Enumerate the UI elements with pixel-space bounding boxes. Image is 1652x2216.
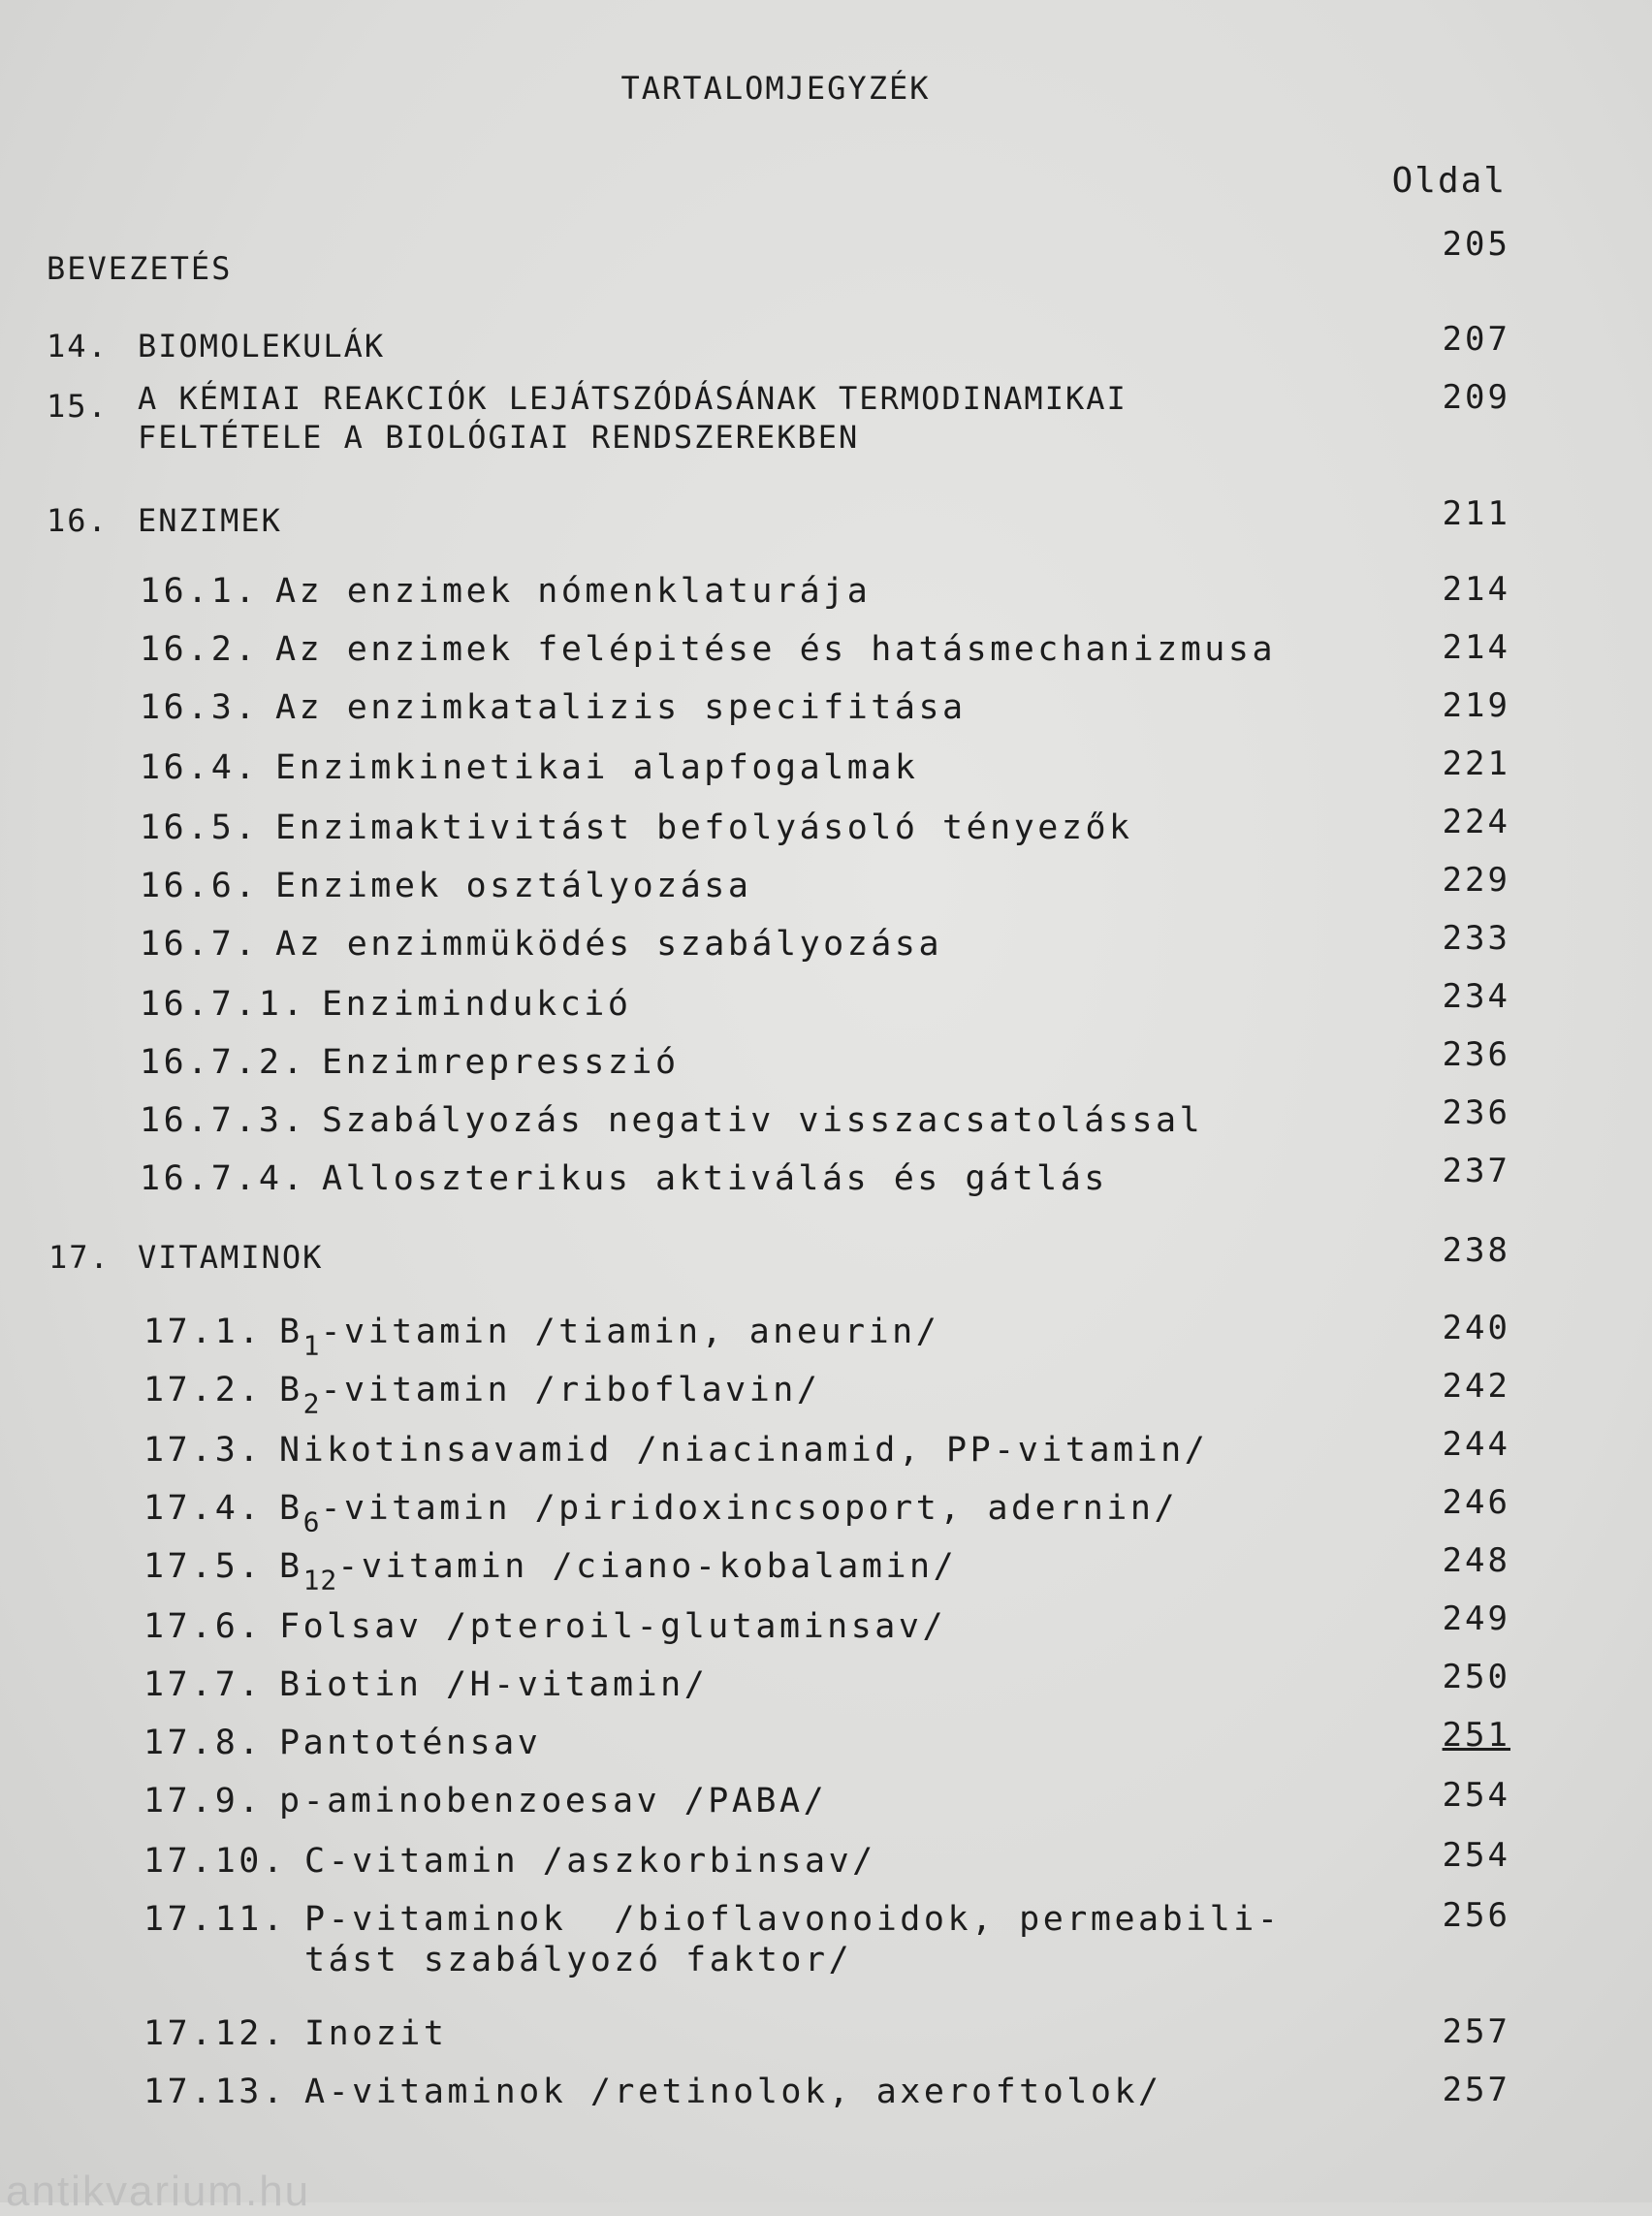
entry-number: 15. bbox=[47, 388, 109, 425]
entry-number: 17.6. bbox=[143, 1607, 263, 1646]
entry-page: 221 bbox=[1442, 744, 1510, 783]
entry-page: 257 bbox=[1442, 2071, 1510, 2109]
entry-number: 16.7.2. bbox=[140, 1043, 307, 1082]
entry-text: $B_6$-vitamin /piridoxincsoport, adernin/ bbox=[279, 1489, 1179, 1538]
entry-number: 16. bbox=[47, 502, 109, 539]
entry-page: 237 bbox=[1442, 1152, 1510, 1190]
entry-text: Az enzimmüködés szabályozása bbox=[275, 925, 943, 964]
entry-page: 205 bbox=[1442, 225, 1510, 264]
entry-number: 17.13. bbox=[143, 2073, 287, 2111]
entry-text: VITAMINOK bbox=[138, 1239, 324, 1276]
entry-page: 236 bbox=[1442, 1093, 1510, 1132]
entry-page: 214 bbox=[1442, 628, 1510, 667]
entry-number: 16.7. bbox=[140, 925, 259, 964]
entry-text: Pantoténsav bbox=[279, 1724, 542, 1762]
entry-page: 238 bbox=[1442, 1231, 1510, 1270]
entry-text: Folsav /pteroil-glutaminsav/ bbox=[279, 1607, 947, 1646]
entry-page: 209 bbox=[1442, 378, 1510, 417]
entry-page: 254 bbox=[1442, 1836, 1510, 1875]
entry-text: Enzimaktivitást befolyásoló tényezők bbox=[275, 808, 1133, 847]
entry-text-line1: P-vitaminok /bioflavonoidok, permeabili- bbox=[304, 1900, 1282, 1939]
entry-text-line2: tást szabályozó faktor/ bbox=[304, 1941, 853, 1979]
entry-number: 16.5. bbox=[140, 808, 259, 847]
entry-text: Az enzimek nómenklaturája bbox=[275, 572, 872, 611]
entry-number: 17.2. bbox=[143, 1371, 263, 1409]
entry-page: 242 bbox=[1442, 1367, 1510, 1406]
entry-page: 233 bbox=[1442, 919, 1510, 958]
entry-text: p-aminobenzoesav /PABA/ bbox=[279, 1782, 828, 1820]
entry-number: 16.1. bbox=[140, 572, 259, 611]
entry-number: 16.2. bbox=[140, 630, 259, 669]
entry-page: 244 bbox=[1442, 1425, 1510, 1464]
entry-number: 16.6. bbox=[140, 867, 259, 905]
entry-text: Biotin /H-vitamin/ bbox=[279, 1665, 709, 1704]
entry-page: 211 bbox=[1442, 494, 1510, 533]
entry-text: ENZIMEK bbox=[138, 502, 282, 539]
entry-number: 16.7.1. bbox=[140, 985, 307, 1024]
entry-text: BIOMOLEKULÁK bbox=[138, 328, 386, 364]
toc-title: TARTALOMJEGYZÉK bbox=[620, 70, 931, 107]
entry-number: 17.10. bbox=[143, 1842, 287, 1881]
entry-page: 214 bbox=[1442, 570, 1510, 609]
entry-number: 17.8. bbox=[143, 1724, 263, 1762]
entry-page: 256 bbox=[1442, 1896, 1510, 1935]
entry-page: 234 bbox=[1442, 977, 1510, 1016]
entry-page: 246 bbox=[1442, 1483, 1510, 1522]
entry-text: BEVEZETÉS bbox=[47, 250, 233, 287]
entry-page: 207 bbox=[1442, 320, 1510, 359]
entry-page: 251 bbox=[1442, 1716, 1510, 1755]
entry-page: 240 bbox=[1442, 1309, 1510, 1347]
entry-number: 17.1. bbox=[143, 1313, 263, 1351]
entry-number: 17.9. bbox=[143, 1782, 263, 1820]
entry-number: 17.11. bbox=[143, 1900, 287, 1939]
entry-text: Az enzimek felépitése és hatásmechanizmusa bbox=[275, 630, 1277, 669]
entry-text: A-vitaminok /retinolok, axeroftolok/ bbox=[304, 2073, 1162, 2111]
entry-number: 17.12. bbox=[143, 2014, 287, 2053]
entry-page: 219 bbox=[1442, 686, 1510, 725]
entry-text: Enzimkinetikai alapfogalmak bbox=[275, 748, 919, 787]
entry-text: $B_{12}$-vitamin /ciano-kobalamin/ bbox=[279, 1547, 958, 1597]
entry-number: 16.7.3. bbox=[140, 1101, 307, 1140]
entry-text: Szabályozás negativ visszacsatolással bbox=[322, 1101, 1204, 1140]
entry-text: Az enzimkatalizis specifitása bbox=[275, 688, 967, 727]
entry-text: C-vitamin /aszkorbinsav/ bbox=[304, 1842, 876, 1881]
entry-text: $B_2$-vitamin /riboflavin/ bbox=[279, 1371, 821, 1420]
entry-number: 17.4. bbox=[143, 1489, 263, 1528]
entry-page: 257 bbox=[1442, 2012, 1510, 2051]
entry-number: 17. bbox=[48, 1239, 111, 1276]
entry-page: 224 bbox=[1442, 803, 1510, 841]
entry-page: 229 bbox=[1442, 861, 1510, 900]
entry-number: 17.3. bbox=[143, 1431, 263, 1470]
page-column-label: Oldal bbox=[1391, 161, 1507, 201]
entry-text: Enzimindukció bbox=[322, 985, 632, 1024]
entry-number: 14. bbox=[47, 328, 109, 364]
entry-number: 16.4. bbox=[140, 748, 259, 787]
entry-text: Inozit bbox=[304, 2014, 448, 2053]
entry-page: 250 bbox=[1442, 1658, 1510, 1696]
entry-text: Enzimrepresszió bbox=[322, 1043, 680, 1082]
entry-number: 17.7. bbox=[143, 1665, 263, 1704]
entry-page: 236 bbox=[1442, 1035, 1510, 1074]
entry-text: Enzimek osztályozása bbox=[275, 867, 752, 905]
entry-number: 16.7.4. bbox=[140, 1159, 307, 1198]
watermark: antikvarium.hu bbox=[6, 2168, 311, 2215]
entry-page: 248 bbox=[1442, 1541, 1510, 1580]
entry-number: 17.5. bbox=[143, 1547, 263, 1586]
entry-text: Nikotinsavamid /niacinamid, PP-vitamin/ bbox=[279, 1431, 1209, 1470]
entry-page: 249 bbox=[1442, 1599, 1510, 1638]
entry-number: 16.3. bbox=[140, 688, 259, 727]
entry-text-line2: FELTÉTELE A BIOLÓGIAI RENDSZEREKBEN bbox=[138, 419, 860, 456]
entry-text: $B_1$-vitamin /tiamin, aneurin/ bbox=[279, 1313, 940, 1362]
entry-page: 254 bbox=[1442, 1776, 1510, 1815]
entry-text-line1: A KÉMIAI REAKCIÓK LEJÁTSZÓDÁSÁNAK TERMODINAMIKAI bbox=[138, 380, 1128, 417]
entry-text: Alloszterikus aktiválás és gátlás bbox=[322, 1159, 1108, 1198]
